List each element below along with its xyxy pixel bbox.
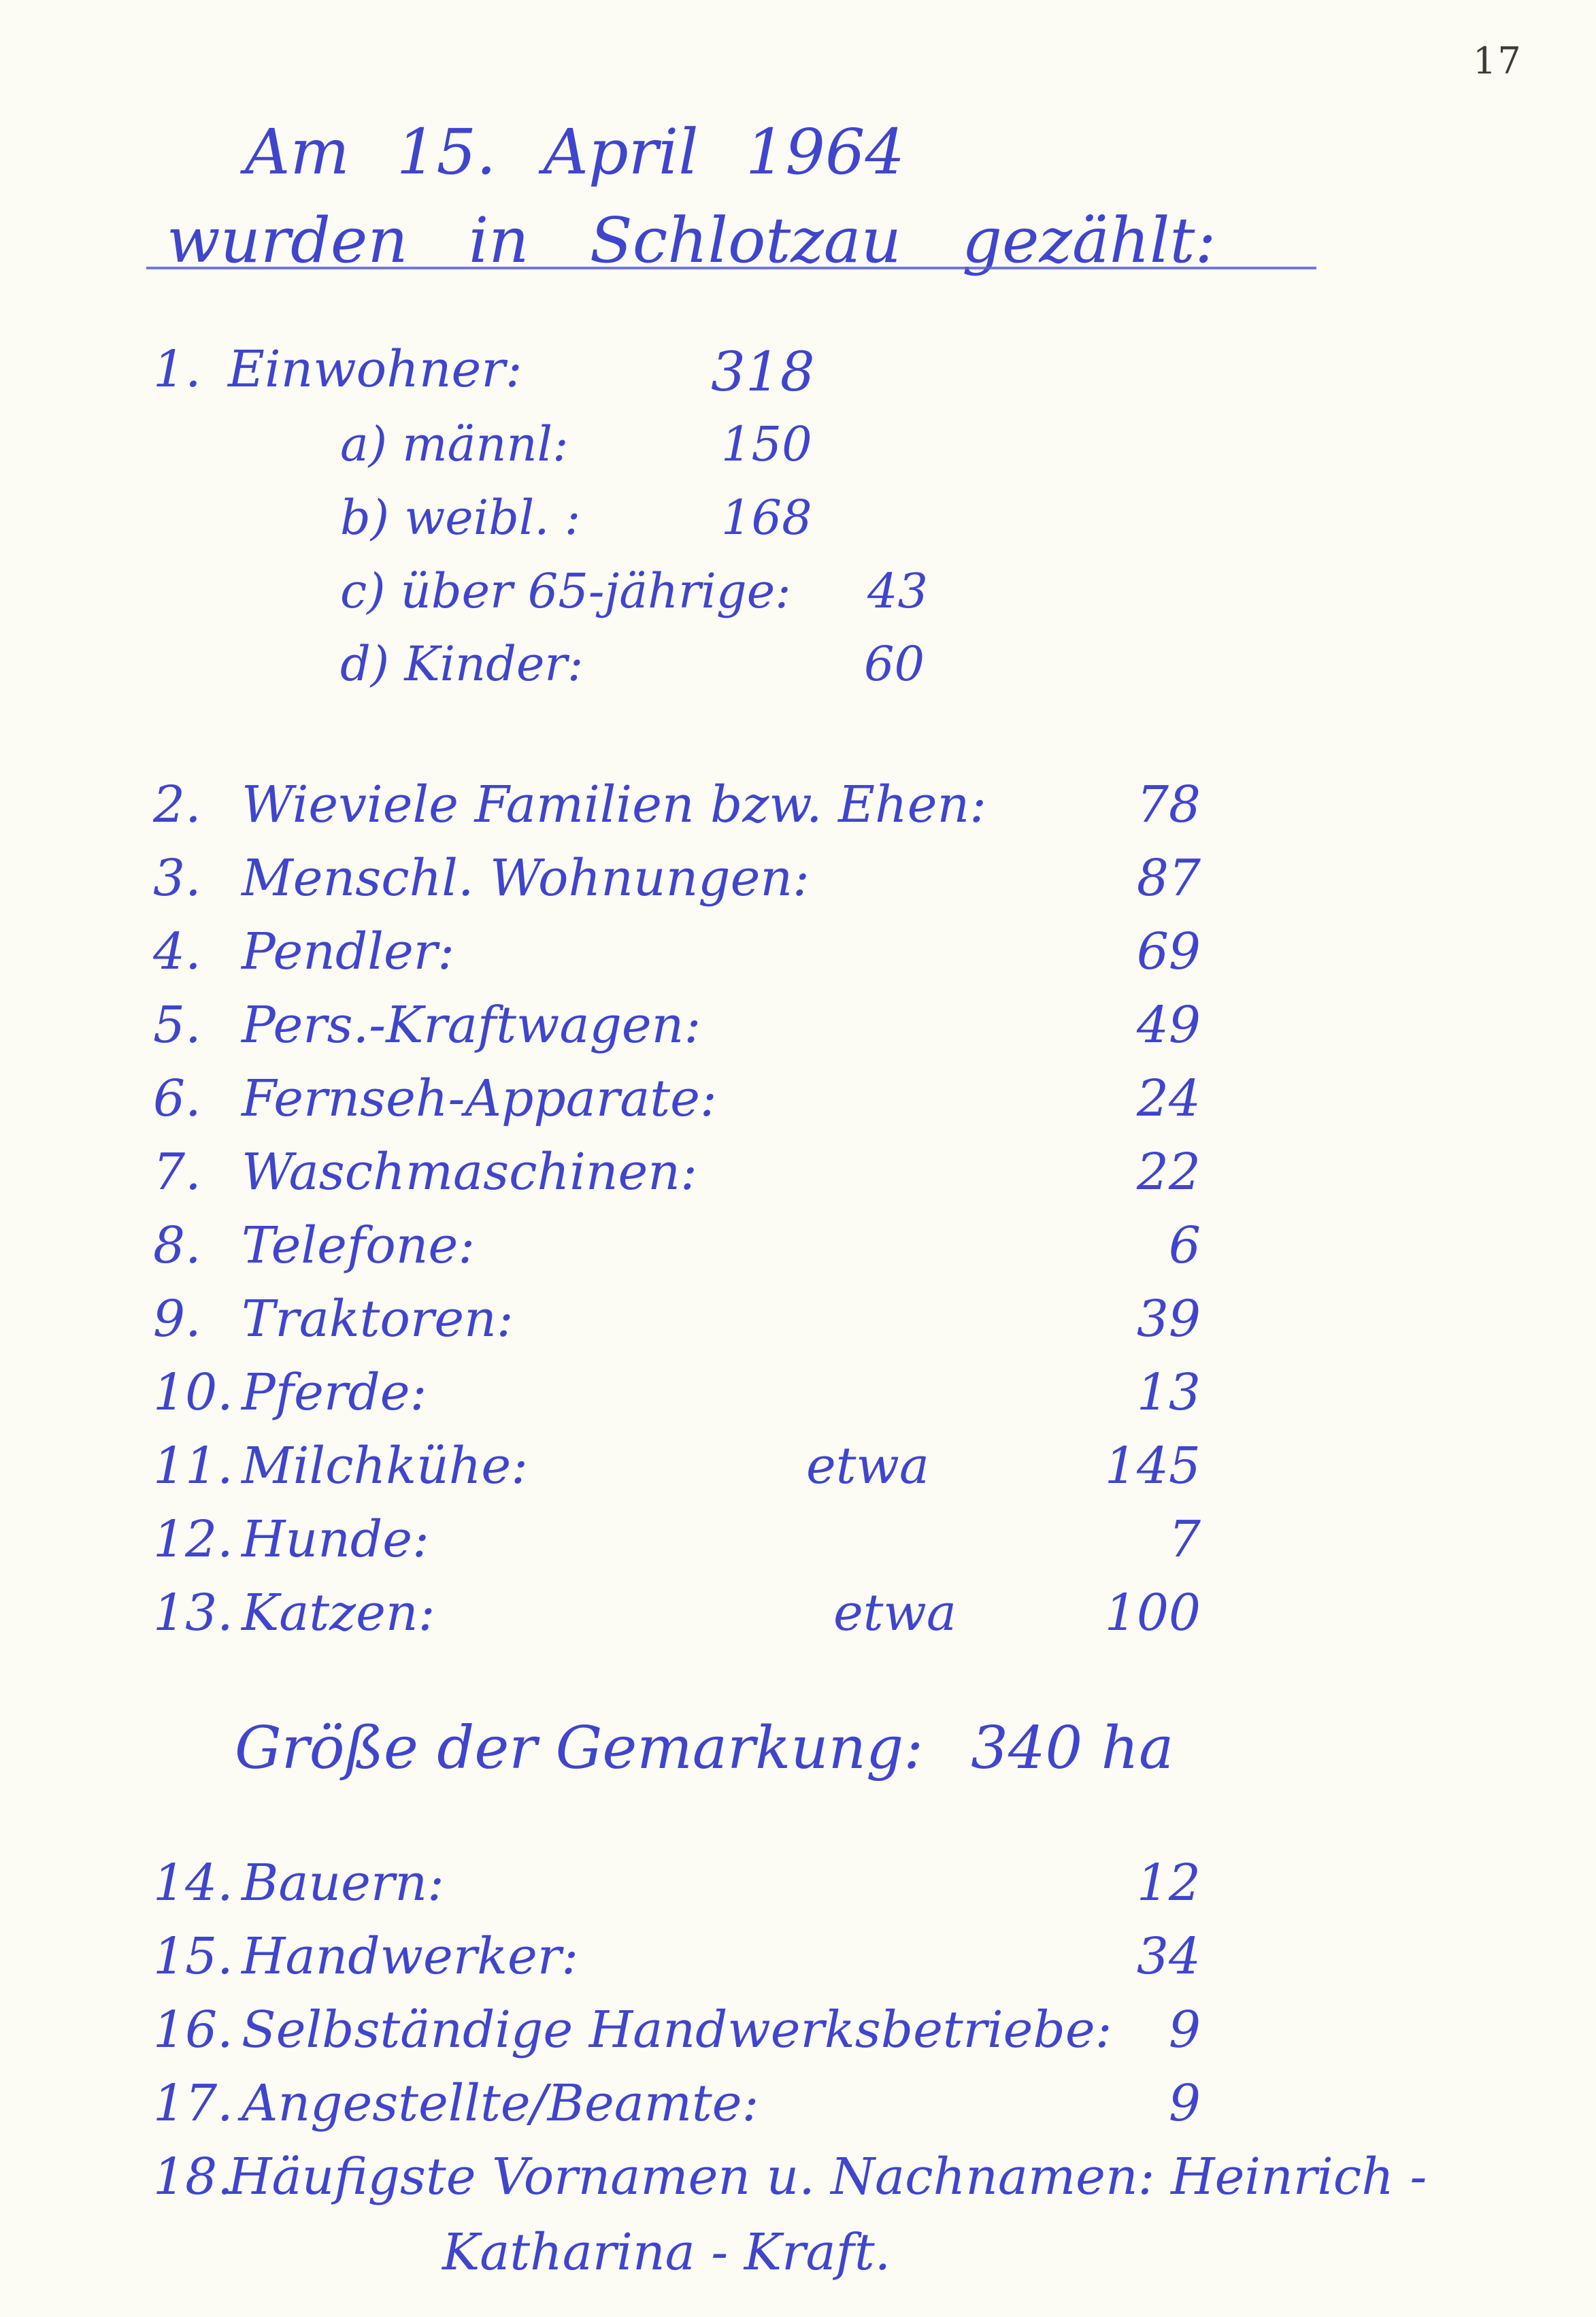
row-value: 12	[1136, 1854, 1201, 1912]
row-tractors	[153, 1290, 1214, 1354]
row-telephones	[153, 1216, 1214, 1281]
row-craftsmen	[153, 1927, 1214, 1992]
row-employees-officials	[153, 2074, 1214, 2139]
row-number: 4.	[153, 922, 201, 981]
row-label: Pferde:	[242, 1363, 427, 1422]
row-number: 18.	[153, 2148, 233, 2206]
row-number: 11.	[153, 1437, 233, 1495]
row-commuters	[153, 922, 1214, 987]
row-dogs	[153, 1510, 1214, 1575]
row-common-names	[153, 2148, 1568, 2212]
row-label: Katzen:	[242, 1584, 435, 1642]
row-number: 13.	[153, 1584, 233, 1642]
row-value: 78	[1136, 776, 1201, 834]
heading-counted-line: wurden in Schlotzau gezählt:	[167, 204, 1216, 277]
row-number: 6.	[153, 1069, 201, 1128]
heading-date-line: Am 15. April 1964	[245, 116, 905, 188]
sub-value: 43	[867, 563, 929, 619]
row-label: Bauern:	[242, 1854, 444, 1912]
row-number: 17.	[153, 2074, 233, 2133]
row-value: 9	[1168, 2074, 1201, 2133]
row-label: Selbständige Handwerksbetriebe:	[242, 2001, 1112, 2059]
area-value: 340 ha	[971, 1714, 1174, 1782]
row-label: Menschl. Wohnungen:	[242, 849, 810, 907]
row-horses	[153, 1363, 1214, 1428]
row-label: Pendler:	[242, 922, 455, 981]
row-value: 7	[1168, 1510, 1201, 1569]
row-value: 69	[1136, 922, 1201, 981]
row-value: 145	[1104, 1437, 1201, 1495]
row-washing-machines	[153, 1143, 1214, 1207]
sub-value: 168	[721, 490, 812, 546]
row-independent-craft-businesses	[153, 2001, 1214, 2065]
sub-row-male	[340, 416, 952, 478]
row-number: 2.	[153, 776, 201, 834]
row-farmers	[153, 1854, 1214, 1918]
sub-row-female	[340, 490, 952, 551]
row-tv-sets	[153, 1069, 1214, 1134]
row-families	[153, 776, 1214, 840]
row-inhabitants	[153, 340, 1174, 401]
sub-row-over-65	[340, 563, 1020, 624]
row-label: Traktoren:	[242, 1290, 514, 1348]
row-dwellings	[153, 849, 1214, 914]
row-dairy-cows	[153, 1437, 1214, 1501]
row-number: 8.	[153, 1216, 201, 1275]
row-value: 24	[1136, 1069, 1201, 1128]
sub-label: d) Kinder:	[340, 636, 584, 692]
row-number: 15.	[153, 1927, 233, 1986]
row-number: 12.	[153, 1510, 233, 1569]
row-label: Telefone:	[242, 1216, 476, 1275]
row-number: 16.	[153, 2001, 233, 2059]
area-of-district	[235, 1714, 1174, 1782]
row-number: 9.	[153, 1290, 201, 1348]
row-number: 7.	[153, 1143, 201, 1201]
row-value: 318	[711, 340, 815, 403]
row-value: 49	[1136, 996, 1201, 1054]
row-label: Pers.-Kraftwagen:	[242, 996, 701, 1054]
sub-value: 150	[721, 416, 812, 472]
row-approx-qualifier: etwa	[833, 1584, 957, 1642]
row-label: Milchkühe:	[242, 1437, 529, 1495]
row-value: 13	[1136, 1363, 1201, 1422]
row-number: 14.	[153, 1854, 233, 1912]
row-label: Hunde:	[242, 1510, 429, 1569]
row-value: 100	[1104, 1584, 1201, 1642]
row-label: Handwerker:	[242, 1927, 579, 1986]
row-value: 9	[1168, 2001, 1201, 2059]
row-label: Waschmaschinen:	[242, 1143, 697, 1201]
row-number: 1.	[153, 340, 201, 399]
row-label: Fernseh-Apparate:	[242, 1069, 717, 1128]
row-common-names-continued	[442, 2223, 1259, 2288]
row-approx-qualifier: etwa	[806, 1437, 929, 1495]
row-value: 22	[1136, 1143, 1201, 1201]
row-number: 10.	[153, 1363, 233, 1422]
row-value: 6	[1168, 1216, 1201, 1275]
page-number: 17	[1473, 39, 1523, 82]
row-cats	[153, 1584, 1214, 1648]
row-label: Wieviele Familien bzw. Ehen:	[242, 776, 987, 834]
sub-label: a) männl:	[340, 416, 569, 472]
sub-row-children	[340, 636, 1020, 697]
row-value: 87	[1136, 849, 1201, 907]
row-label: Häufigste Vornamen u. Nachnamen: Heinrich -	[228, 2148, 1427, 2206]
row-value: 39	[1136, 1290, 1201, 1348]
row-label-continued: Katharina - Kraft.	[442, 2223, 891, 2282]
row-number: 3.	[153, 849, 201, 907]
sub-label: c) über 65-jährige:	[340, 563, 791, 619]
sub-value: 60	[864, 636, 925, 692]
row-cars	[153, 996, 1214, 1061]
sub-label: b) weibl. :	[340, 490, 581, 546]
area-label: Größe der Gemarkung:	[235, 1714, 924, 1782]
row-label: Einwohner:	[228, 340, 522, 399]
row-number: 5.	[153, 996, 201, 1054]
row-value: 34	[1136, 1927, 1201, 1986]
row-label: Angestellte/Beamte:	[242, 2074, 759, 2133]
heading-underline	[146, 267, 1316, 269]
